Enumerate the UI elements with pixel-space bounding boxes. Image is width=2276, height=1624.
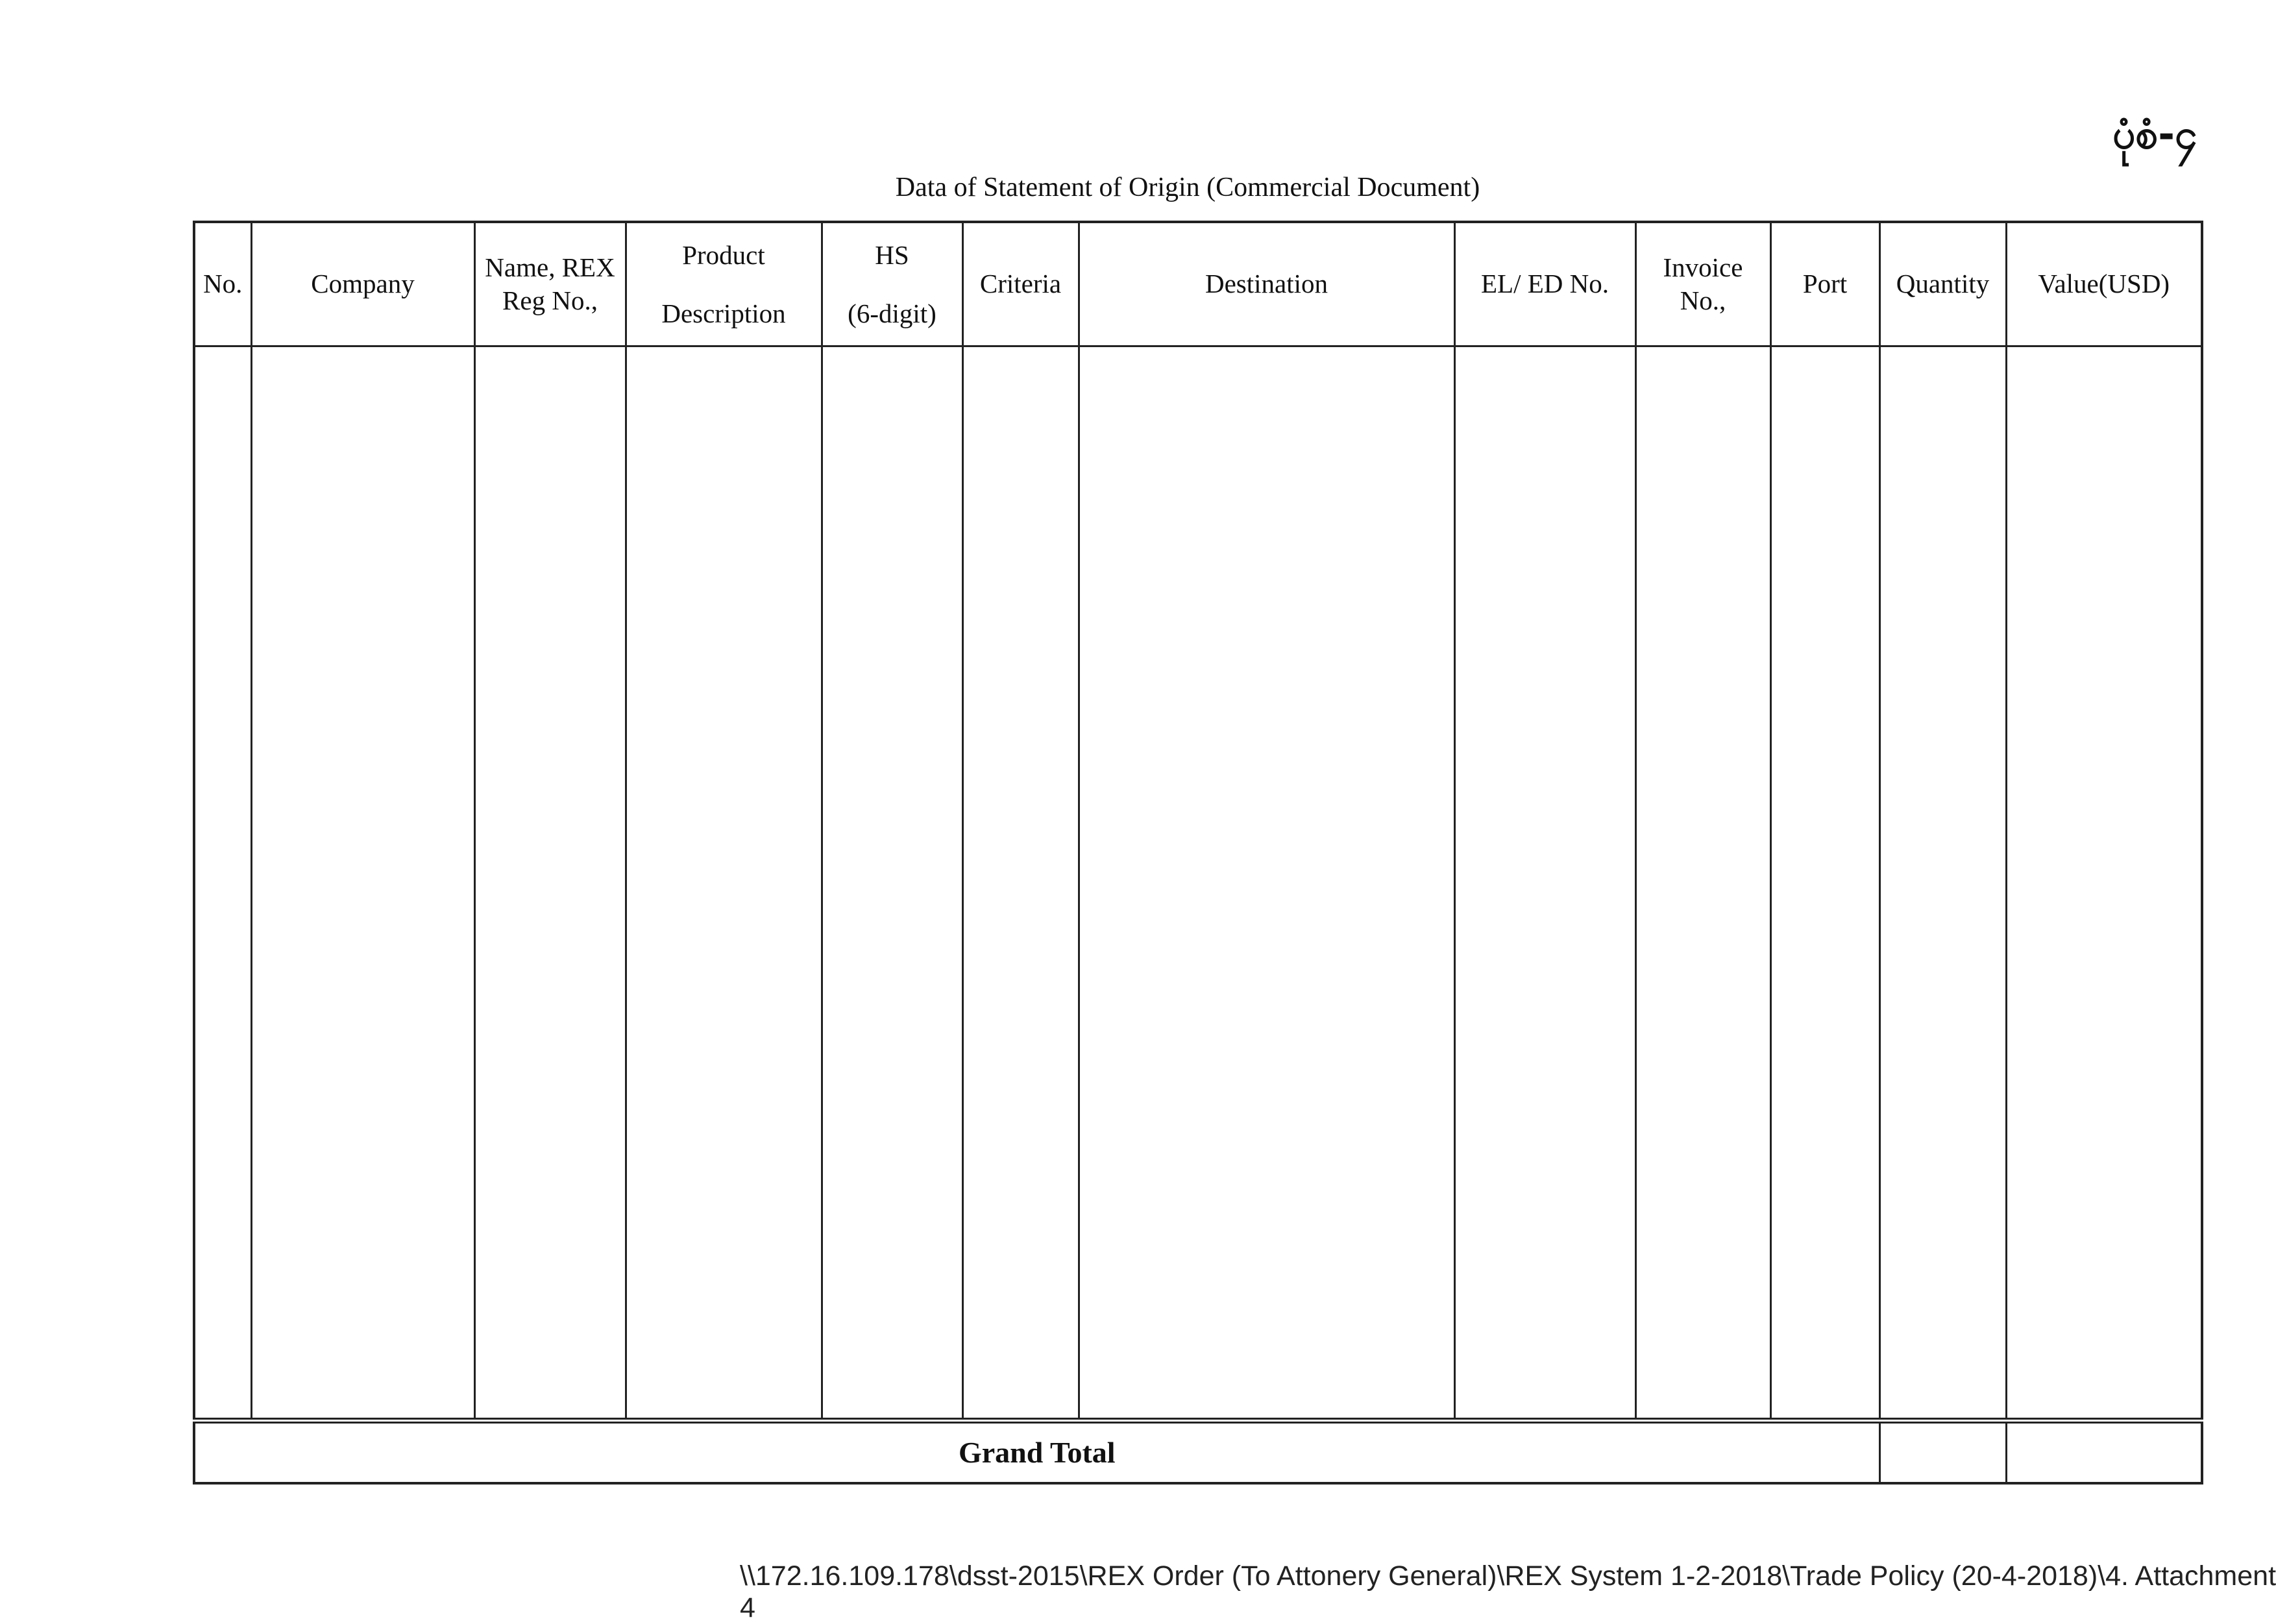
statement-of-origin-table — [193, 221, 2203, 1485]
header-el-ed-no: EL/ ED No. — [1454, 222, 1635, 346]
header-criteria: Criteria — [962, 222, 1079, 346]
header-row — [194, 222, 2202, 346]
header-value-usd: Value(USD) — [2006, 222, 2202, 346]
cell-port — [1770, 346, 1879, 1421]
document-title: Data of Statement of Origin (Commercial Document) — [895, 173, 1480, 202]
header-company: Company — [251, 222, 474, 346]
cell-invoice-no — [1635, 346, 1770, 1421]
header-no: No. — [194, 222, 251, 346]
cell-company — [251, 346, 474, 1421]
cell-product-description — [626, 346, 822, 1421]
cell-hs — [822, 346, 962, 1421]
cell-destination — [1079, 346, 1454, 1421]
grand-total-row — [194, 1421, 2202, 1484]
cell-el-ed-no — [1454, 346, 1635, 1421]
table-row — [194, 346, 2202, 1421]
cell-value-usd — [2006, 346, 2202, 1421]
grand-total-value — [2006, 1421, 2202, 1484]
header-hs: HS (6-digit) — [822, 222, 962, 346]
cell-criteria — [962, 346, 1079, 1421]
header-port: Port — [1770, 222, 1879, 346]
header-quantity: Quantity — [1879, 222, 2006, 346]
cell-no — [194, 346, 251, 1421]
form-number: ပုံစံ-၄ — [2112, 110, 2197, 158]
header-product-description: Product Description — [626, 222, 822, 346]
header-invoice-no: Invoice No., — [1635, 222, 1770, 346]
grand-total-quantity — [1879, 1421, 2006, 1484]
header-destination: Destination — [1079, 222, 1454, 346]
cell-quantity — [1879, 346, 2006, 1421]
header-name-rex: Name, REX Reg No., — [474, 222, 626, 346]
grand-total-label: Grand Total — [194, 1421, 1879, 1484]
footer-file-path: \\172.16.109.178\dsst-2015\REX Order (To Attonery General)\REX System 1-2-2018\Trade Policy (20-4-2018)\4. Attachment 4 — [740, 1560, 2276, 1623]
cell-name-rex — [474, 346, 626, 1421]
